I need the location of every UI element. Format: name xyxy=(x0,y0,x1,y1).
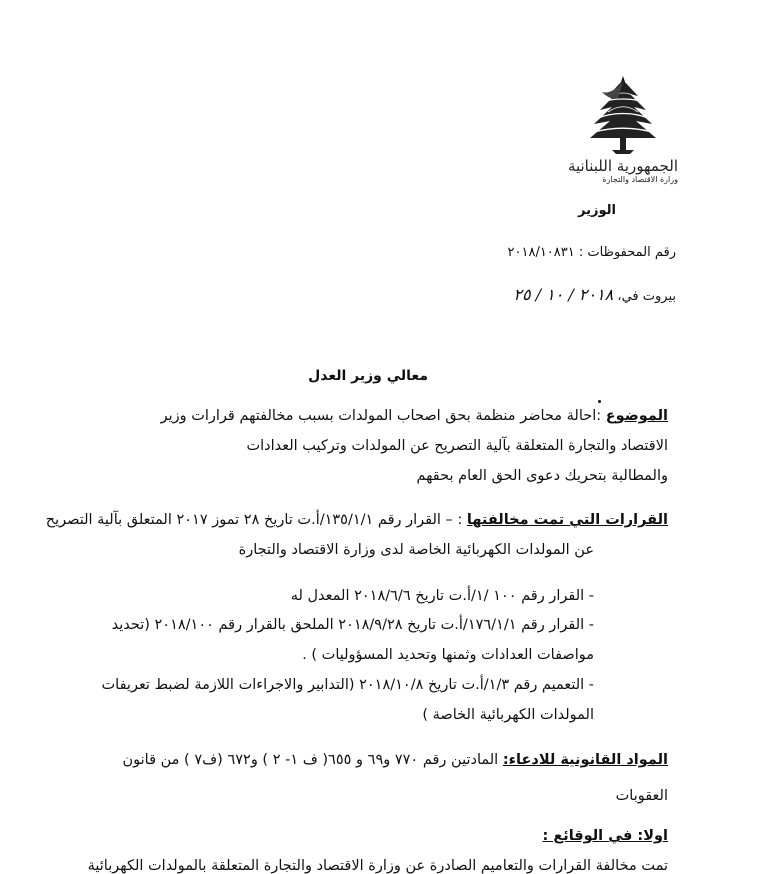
decision-item-3-cont: المولدات الكهربائية الخاصة ) xyxy=(422,707,594,723)
date-row xyxy=(513,285,676,304)
decision-item-3: - التعميم رقم ١/٣/أ.ت تاريخ ٢٠١٨/١٠/٨ (التدابير والاجراءات اللازمة لضبط تعريفات xyxy=(101,677,594,693)
facts-cut-line: تمت مخالفة القرارات والتعاميم الصادرة عن وزارة الاقتصاد والتجارة المتعلقة بالمولدات الكهربائية xyxy=(87,858,668,874)
legal-articles-line-2: العقوبات xyxy=(615,788,668,804)
violations-line-2: عن المولدات الكهربائية الخاصة لدى وزارة الاقتصاد والتجارة xyxy=(238,542,594,558)
cedar-emblem xyxy=(548,72,678,184)
subject-line-2: الاقتصاد والتجارة المتعلقة بآلية التصريح عن المولدات وتركيب العدادات xyxy=(246,438,668,454)
legal-articles-line-1 xyxy=(123,752,669,768)
reference-label: رقم المحفوظات : xyxy=(578,245,676,260)
decision-item-1: - القرار رقم ١٠٠ /١/أ.ت تاريخ ٢٠١٨/٦/٦ المعدل له xyxy=(290,588,594,604)
legal-articles-text-1: المادتين رقم ٧٧٠ و٦٩ و ٦٥٥( ف ١- ٢ ) و٦٧٢ (ف٧ ) من قانون xyxy=(122,752,499,768)
ink-dot xyxy=(598,400,601,403)
date-label: بيروت في، xyxy=(617,289,676,304)
subject-line-3: والمطالبة بتحريك دعوى الحق العام بحقهم xyxy=(416,468,668,484)
violations-text-1: : – القرار رقم ١٣٥/١/١/أ.ت تاريخ ٢٨ تموز ٢٠١٧ المتعلق بآلية التصريح xyxy=(45,512,463,528)
facts-heading: اولا: في الوقائع : xyxy=(542,828,668,844)
violations-label: القرارات التي تمت مخالفتها xyxy=(466,512,668,528)
cedar-tree-icon xyxy=(568,72,678,157)
subject-text-1: :احالة محاضر منظمة بحق اصحاب المولدات بسبب مخالفتهم قرارات وزير xyxy=(160,408,602,424)
subject-line-1 xyxy=(161,408,668,424)
decision-item-2: - القرار رقم ١٧٦/١/١/أ.ت تاريخ ٢٠١٨/٩/٢٨ الملحق بالقرار رقم ٢٠١٨/١٠٠ (تحديد xyxy=(111,617,594,633)
subject-label: الموضوع xyxy=(605,408,668,424)
decision-item-2-cont: مواصفات العدادات وثمنها وتحديد المسؤوليات ) . xyxy=(302,647,594,663)
official-title: الوزير xyxy=(578,203,616,218)
date-handwritten: ٢٠١٨ / ١٠ / ٢٥ xyxy=(513,285,614,304)
reference-number: ٢٠١٨/١٠٨٣١ xyxy=(507,245,575,260)
country-name: الجمهورية اللبنانية xyxy=(567,157,678,175)
legal-articles-label: المواد القانونية للادعاء: xyxy=(502,752,668,768)
violations-line-1 xyxy=(46,512,668,528)
addressee: معالي وزير العدل xyxy=(308,368,428,384)
reference-row xyxy=(508,245,676,260)
ministry-name: وزارة الاقتصاد والتجارة xyxy=(602,175,678,184)
